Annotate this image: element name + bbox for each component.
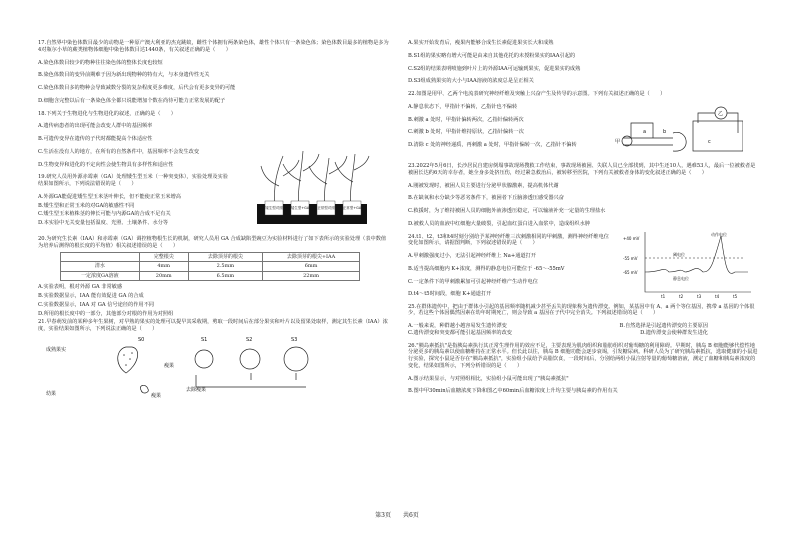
table-cell: 2.5mm	[188, 262, 262, 272]
q23-b: B.在缺氧和水分缺少等恶劣条件下，被困者下丘脑渗透压感受器兴奋	[408, 195, 564, 202]
table-header-cell: 完整根尖	[139, 252, 188, 262]
b-label: b	[663, 129, 667, 135]
q26: 26."胰岛素抵抗"是指胰岛素执行其正常生理作用的效应不足，主要表现为肌肉组织和脂肪组织对葡萄糖的利用障碍。早期时，胰岛 B 细胞能够代偿性地分泌更多的胰岛素以使血糖维持在正常水平。但长此以往，胰岛 B 细胞功能会逐步衰竭，引发糖尿病。科研人员为了研究胰岛素抵抗，选取健康的小鼠进行实验，探究小鼠是否存在"胰岛素抵抗"，实验组小鼠给予高脂饮食，一段时间后，分别给两组小鼠注射等量的葡萄糖溶液，测定了血糖和胰岛素浓度的变化，结果如图所示，下列分析错误的是（ ）	[408, 342, 758, 369]
table-cell: 6mm	[263, 262, 360, 272]
q26-a: A.图示结果显示，与对照组相比，实验组小鼠可能出现了"胰岛素抵抗"	[408, 375, 569, 382]
meter-jia-wire	[631, 123, 653, 138]
table-header-cell	[61, 252, 140, 262]
q25-c: C.遗传漂变和突变都可能引起基因频率的改变	[408, 329, 512, 336]
remove-achene-label: 去除瘦果	[186, 386, 207, 393]
q17-c: C.染色体数目多的物种会导致减数分裂的复杂程度更多难度，后代会有更多变异的可能	[38, 85, 236, 91]
x-tick-t3: t3	[697, 293, 702, 299]
table-header-cell: 去除顶芽的根尖	[188, 252, 262, 262]
q21-d: D.S3组成熟果实的大小与IAA溶液的浓度总是呈正相关	[408, 78, 534, 85]
q18-d: D.生物变异和进化的不定向性会使生物具有多样性和适应性	[38, 161, 174, 168]
s0-label: S0	[138, 336, 145, 343]
s2-label: S2	[246, 336, 253, 343]
q19-b: B.矮生型和正常玉米的对GA的敏感性不同	[38, 202, 135, 209]
q22-block	[408, 91, 758, 163]
threshold-label: 阈电位	[673, 251, 685, 257]
s1-label: S1	[201, 336, 208, 343]
q17: 17.自然界中染色体数目最少的动物是一种原产澳大利亚的杰克跳蚁，雌性个体拥有两条染色体，雄性个体只有一条染色体；染色体数目最多的植物是多为4对瓶尔小草的蕨类植物体细胞中染色体数目达1440条，有关叙述正确的是（ ）	[38, 40, 389, 53]
label-text-3: 正常型对照	[317, 206, 335, 211]
rest-label: 静息电位	[673, 275, 689, 281]
table-cell: 清水	[61, 262, 140, 272]
q22-d: D.清除 c 处的神经递质，再刺激 a 处时，甲指针偏转一次，乙指针不偏转	[408, 142, 577, 148]
q21-a: A.果实开始发育后，瘦果内能够合成生长素促进果实长大和成熟	[408, 40, 554, 46]
q23-a: A.刚被发现时，被困人员主要进行分泌甲状腺激素，提高机体代谢	[408, 182, 559, 189]
table-cell: 6.5mm	[188, 271, 262, 281]
a-label: a	[643, 129, 647, 135]
q24-b: B.适当提高细胞内 K+浓度，测得的静息电位可能位于 -65～-55mV	[408, 265, 565, 272]
nerve-fiber	[623, 138, 673, 145]
q23: 23.2022年5月6日，长沙居民自建房倒塌事故现场搜救工作结束，事故现场被困、失联人员已全部找到，其中生还10人，遇难53人，最后一位被救者是被困长达约6天的幸存者，她全身多处挤压伤，经过紧急救治后，被转移至医院，下列有关被救者身体的变化叙述正确的是（ ）	[408, 163, 756, 176]
page-footer: 第3页 共6页	[375, 512, 419, 519]
jia-label: 甲	[615, 139, 621, 145]
q22-figure	[613, 103, 743, 158]
x-tick-t1: t1	[661, 293, 666, 299]
table-cell: 20mm	[139, 271, 188, 281]
q25-a: A.一般来说，种群越小越容易发生遗传漂变	[408, 323, 507, 329]
c-label: c	[708, 139, 711, 145]
q17-b: B.染色体数目的变异前期难于因为新出现物种的特有大，与本身遗传性无关	[38, 72, 210, 79]
q23-d: D.被救人员的血液中红细胞大量破裂，引起血红蛋白进入血浆中，造成组织水肿	[408, 220, 590, 227]
young-fruit-shape	[140, 385, 148, 393]
strawberry-s3	[284, 347, 308, 371]
q21-b: B.S1组的果实略有增大可能是由来自其他花托的未授粉果实的IAA引起的	[408, 52, 576, 59]
table-row	[61, 262, 360, 272]
q25-b: B.自然选择是引起遗传漂变的主要原因	[619, 323, 708, 329]
q24: 24.t1、t2、t3和t4时刻分别给予某神经纤维三次刺激相同的甲刺激，测得神经纤维电位变化如图所示，请据图判断，下列叙述错误的是（ ）	[408, 233, 609, 247]
q19-c: C.矮生型玉米植株茎的伸长可能与内源GA的合成不足有关	[38, 211, 171, 218]
q20-table	[60, 252, 360, 282]
table-header-cell: 去除顶芽的根尖+IAA	[263, 252, 360, 262]
synapse	[673, 132, 686, 151]
q18-b: B.可遗传变异在遗传的子代时都能提高个体适应性	[38, 136, 153, 142]
yi-label: 乙	[718, 111, 724, 117]
label-text-4: 正常型+GA	[342, 206, 362, 211]
y-tick-55: -55 mV	[623, 255, 638, 261]
q24-figure	[623, 230, 753, 300]
y-tick-65: -65 mV	[623, 269, 638, 275]
q20-c: C.实验数据显示，IAA 对 GA 信号途径的作用不同	[38, 301, 154, 308]
plant-stem-1	[274, 156, 283, 206]
q20: 20.为研究生长素（IAA）和赤霉素（GA）调控植物根生长的机制，研究人员用 GA 合成缺陷型豌豆为实验材料进行了如下表所示的实验处理（表中数值为培养后测得的根长度的平均值）相关叙述错误的是（ ）	[38, 236, 387, 249]
x-tick-t4: t4	[715, 293, 720, 299]
plant-stem-4	[350, 154, 355, 206]
strawberry-s2	[240, 349, 260, 369]
y-tick-40: +40 mV	[623, 235, 640, 241]
table-row	[61, 271, 360, 281]
label-text-1: 矮生型对照	[265, 206, 283, 211]
q24-a: A.甲刺激强度过小，无法引起神经纤维上 Na+通道打开	[408, 253, 536, 259]
q25: 25.在群体遗传中，把由于群体小引起的基因频率随机减少甚至丢失的现象称为遗传漂变。例如，某基因中有 A、a 两个等位基因，携带 a 基因的个体很少，若这些个体因偶然因素在幼年时期死亡，则会导致 a 基因在子代中完全消失。下列叙述错误的是（ ）	[408, 303, 755, 317]
young-fruit-label: 幼果	[46, 390, 57, 397]
label-text-2: 矮生型+GA	[290, 206, 310, 211]
q21-figure	[46, 335, 346, 403]
table-header-row	[61, 252, 360, 262]
q22-a: A.静息状态下，甲指针不偏转，乙指针也不偏转	[408, 103, 518, 110]
q19-a: A.外源GA能促进矮生型玉米茎叶伸长，但不能使正常玉米增高	[38, 193, 181, 200]
q21-c: C.S2组的结果表明喷施到叶片上的外源IAA可运输到果实，促进果实的成熟	[408, 65, 581, 72]
postsynaptic-box	[693, 121, 743, 151]
q24-block	[408, 231, 758, 304]
q22: 22.如图是用甲、乙两个电流表研究神经纤维及突触上兴奋产生及传导的示意图。下列有关叙述正确的是（ ）	[408, 91, 666, 97]
q22-c: C.刺激 b 处时，甲指针维持原状，乙指针偏转一次	[408, 129, 524, 136]
q20-b: B.实验数据显示，IAA 能有效促进 GA 的合成	[38, 293, 144, 299]
table-cell: 22mm	[263, 271, 360, 281]
q21: 21.早春萌发前的某种多年生果树，对早熟的果实的处理可以提早其采收期，剪取一段时间后在部分果实和叶片以及留果处取样，测定其生长素（IAA）浓度，实验结果如图所示，下列说法正确的是（ ）	[38, 319, 388, 332]
meter-jia	[622, 136, 632, 146]
plant-stem-2	[298, 151, 303, 206]
q26-b: B.图中甲30min后血糖浓度下降和图乙中60min后血糖浓度上升均主要与胰岛素的作用有关	[408, 388, 618, 395]
q19: 19.研究人员用外源赤霉素（GA）处理矮生型玉米（一种突变体），实验处理及实验结果如图所示，下列说法错误的是（ ）	[38, 174, 228, 187]
achene-label: 瘦果	[164, 362, 175, 369]
table-cell: 一定浓度GA溶液	[61, 271, 140, 281]
q17-a: A.染色体数目较少的物种往往染色体的整体长度也较短	[38, 59, 163, 66]
q25-options-row-2	[408, 330, 708, 337]
arrow-lines	[196, 373, 306, 387]
q18: 18.下列关于生物进化与生物进化的叙述，正确的是（ ）	[38, 110, 176, 117]
q19-d: D.本实验中无关变量包括温度、光照、土壤条件、水分等	[38, 220, 169, 226]
q25-d: D.遗传漂变会使种群发生进化	[640, 329, 708, 336]
axes	[645, 232, 751, 292]
right-column	[408, 40, 758, 401]
q18-c: C.生活在没有人的地方，在所有的自然条件中，基因频率不会发生改变	[38, 148, 200, 155]
q19-figure	[253, 146, 373, 232]
s3-label: S3	[291, 336, 298, 343]
q25-options-row-1	[408, 323, 708, 330]
q20-d: D.所用的根长度中的一部分，其他部分对根的作用为对照组	[38, 310, 174, 317]
q19-block	[38, 174, 390, 236]
q24-c: C.一定条件下的甲刺激累加可引起神经纤维产生动作电位	[408, 278, 538, 285]
q22-b: B.刺激 a 处时，甲指针偏转两次，乙指针偏转两次	[408, 116, 524, 123]
potential-curve	[645, 236, 748, 273]
q18-a: A.遗传病患者的出现可能会改变人群中的基因频率	[38, 123, 153, 130]
x-tick-t5: t5	[733, 293, 738, 299]
q23-c: C.救援时，为了维持被困人员的细胞外液渗透压稳定，可以输液补充一定量的生理盐水	[408, 208, 606, 214]
ripe-fruit-label: 成熟果实	[46, 346, 67, 353]
table-cell: 4mm	[139, 262, 188, 272]
action-potential-label: 动作电位	[711, 231, 727, 237]
x-tick-t2: t2	[679, 293, 684, 299]
q20-a: A.实验表明，根对外源 GA 非常敏感	[38, 284, 123, 291]
q24-d: D.t4～t5时间段，细胞 K+通道打开	[408, 291, 492, 298]
q17-d: D.细胞含完整以后有一条染色体全都只说能增加个数在尚待可能力正常发展的配子	[38, 97, 226, 104]
left-column	[38, 40, 390, 406]
strawberry-s0	[118, 347, 138, 373]
achene-label-2: 瘦果	[151, 392, 162, 399]
plant-stem-3	[324, 158, 329, 206]
strawberry-s1	[195, 350, 213, 368]
